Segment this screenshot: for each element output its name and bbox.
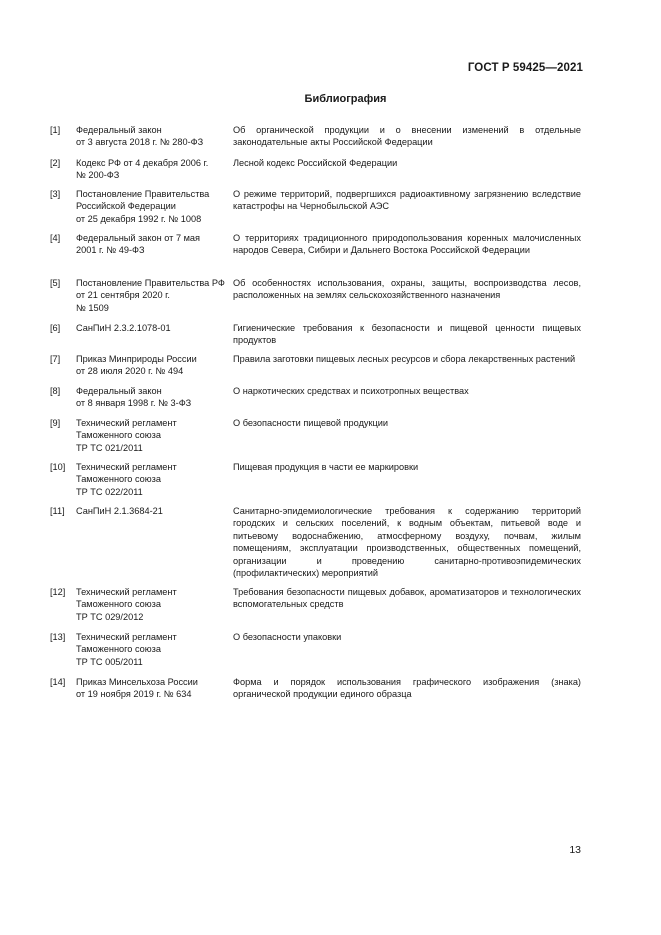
- entry-number: [14]: [50, 677, 66, 687]
- bibliography-entry: [50, 631, 581, 676]
- entry-source: Кодекс РФ от 4 декабря 2006 г. № 200-ФЗ: [76, 158, 209, 181]
- entry-number: [2]: [50, 158, 61, 168]
- entry-source: Постановление Правительства Российской Федерации от 25 декабря 1992 г. № 1008: [76, 189, 210, 224]
- entry-source: Постановление Правительства РФ от 21 сентября 2020 г. № 1509: [76, 278, 225, 313]
- entry-source: СанПиН 2.3.2.1078-01: [76, 323, 171, 333]
- entry-description: Требования безопасности пищевых добавок, ароматизаторов и технологических вспомогательных средств: [233, 587, 581, 610]
- entry-number: [13]: [50, 632, 66, 642]
- bibliography-entry: [50, 157, 581, 188]
- entry-number: [11]: [50, 506, 65, 516]
- bibliography-entry: [50, 124, 581, 157]
- bibliography-entry: [50, 353, 581, 385]
- entry-source: Федеральный закон от 3 августа 2018 г. № 280-ФЗ: [76, 125, 204, 148]
- bibliography-entry: [50, 232, 581, 277]
- entry-source: Приказ Минприроды России от 28 июля 2020 г. № 494: [76, 354, 197, 377]
- bibliography-entry: [50, 188, 581, 232]
- entry-description: Форма и порядок использования графического изображения (знака) органической продукции единого образца: [233, 677, 581, 700]
- entry-source: Приказ Минсельхоза России от 19 ноября 2019 г. № 634: [76, 677, 198, 700]
- entry-number: [9]: [50, 418, 61, 428]
- entry-description: О безопасности упаковки: [233, 632, 342, 642]
- entry-number: [12]: [50, 587, 66, 597]
- entry-description: О территориях традиционного природопользования коренных малочисленных народов Севера, Сибири и Дальнего Востока Российской Федерации: [233, 233, 581, 256]
- entry-number: [1]: [50, 125, 61, 135]
- entry-description: Гигиенические требования к безопасности и пищевой ценности пищевых продуктов: [233, 323, 581, 346]
- entry-description: О режиме территорий, подвергшихся радиоактивному загрязнению вследствие катастрофы на Чернобыльской АЭС: [233, 189, 581, 212]
- entry-description: О безопасности пищевой продукции: [233, 418, 389, 428]
- entry-description: Пищевая продукция в части ее маркировки: [233, 462, 419, 472]
- entry-number: [4]: [50, 233, 61, 243]
- entry-description: О наркотических средствах и психотропных веществах: [233, 386, 469, 396]
- bibliography-entry: [50, 505, 581, 586]
- entry-source: Технический регламент Таможенного союза ТР ТС 022/2011: [76, 462, 177, 497]
- page-number: 13: [569, 844, 581, 856]
- entry-number: [7]: [50, 354, 61, 364]
- entry-number: [3]: [50, 189, 61, 199]
- entry-description: Санитарно-эпидемиологические требования к содержанию территорий городских и сельских поселений, к водным объектам, питьевой воде и питьевому водоснабжению, атмосферному воздуху, почвам, жилым помещениям, эксплуатации производственных, общественных помещений, организации и проведению санитарно-противоэпидемических (профилактических) мероприятий: [233, 506, 581, 579]
- entry-description: Об особенностях использования, охраны, защиты, воспроизводства лесов, расположенных на землях сельскохозяйственного назначения: [233, 278, 581, 301]
- entry-number: [5]: [50, 278, 61, 288]
- entry-description: Правила заготовки пищевых лесных ресурсов и сбора лекарственных растений: [233, 354, 576, 364]
- section-title: Библиография: [304, 93, 387, 105]
- standard-code: ГОСТ Р 59425—2021: [467, 62, 583, 74]
- entry-number: [6]: [50, 323, 61, 333]
- entry-number: [8]: [50, 386, 61, 396]
- entry-source: Технический регламент Таможенного союза ТР ТС 029/2012: [76, 587, 177, 622]
- entry-description: Лесной кодекс Российской Федерации: [233, 158, 398, 168]
- entry-source: СанПиН 2.1.3684-21: [76, 506, 163, 516]
- bibliography-entry: [50, 417, 581, 461]
- bibliography-entry: [50, 461, 581, 505]
- entry-source: Технический регламент Таможенного союза ТР ТС 005/2011: [76, 632, 177, 667]
- entry-number: [10]: [50, 462, 66, 472]
- entry-source: Федеральный закон от 8 января 1998 г. № 3-ФЗ: [76, 386, 192, 409]
- bibliography-entry: [50, 586, 581, 631]
- bibliography-entry: [50, 676, 581, 706]
- bibliography-entry: [50, 277, 581, 322]
- entry-description: Об органической продукции и о внесении изменений в отдельные законодательные акты Российской Федерации: [233, 125, 581, 148]
- bibliography-list: [50, 124, 581, 706]
- entry-source: Технический регламент Таможенного союза ТР ТС 021/2011: [76, 418, 177, 453]
- bibliography-entry: [50, 322, 581, 353]
- entry-source: Федеральный закон от 7 мая 2001 г. № 49-ФЗ: [76, 233, 201, 256]
- bibliography-entry: [50, 385, 581, 417]
